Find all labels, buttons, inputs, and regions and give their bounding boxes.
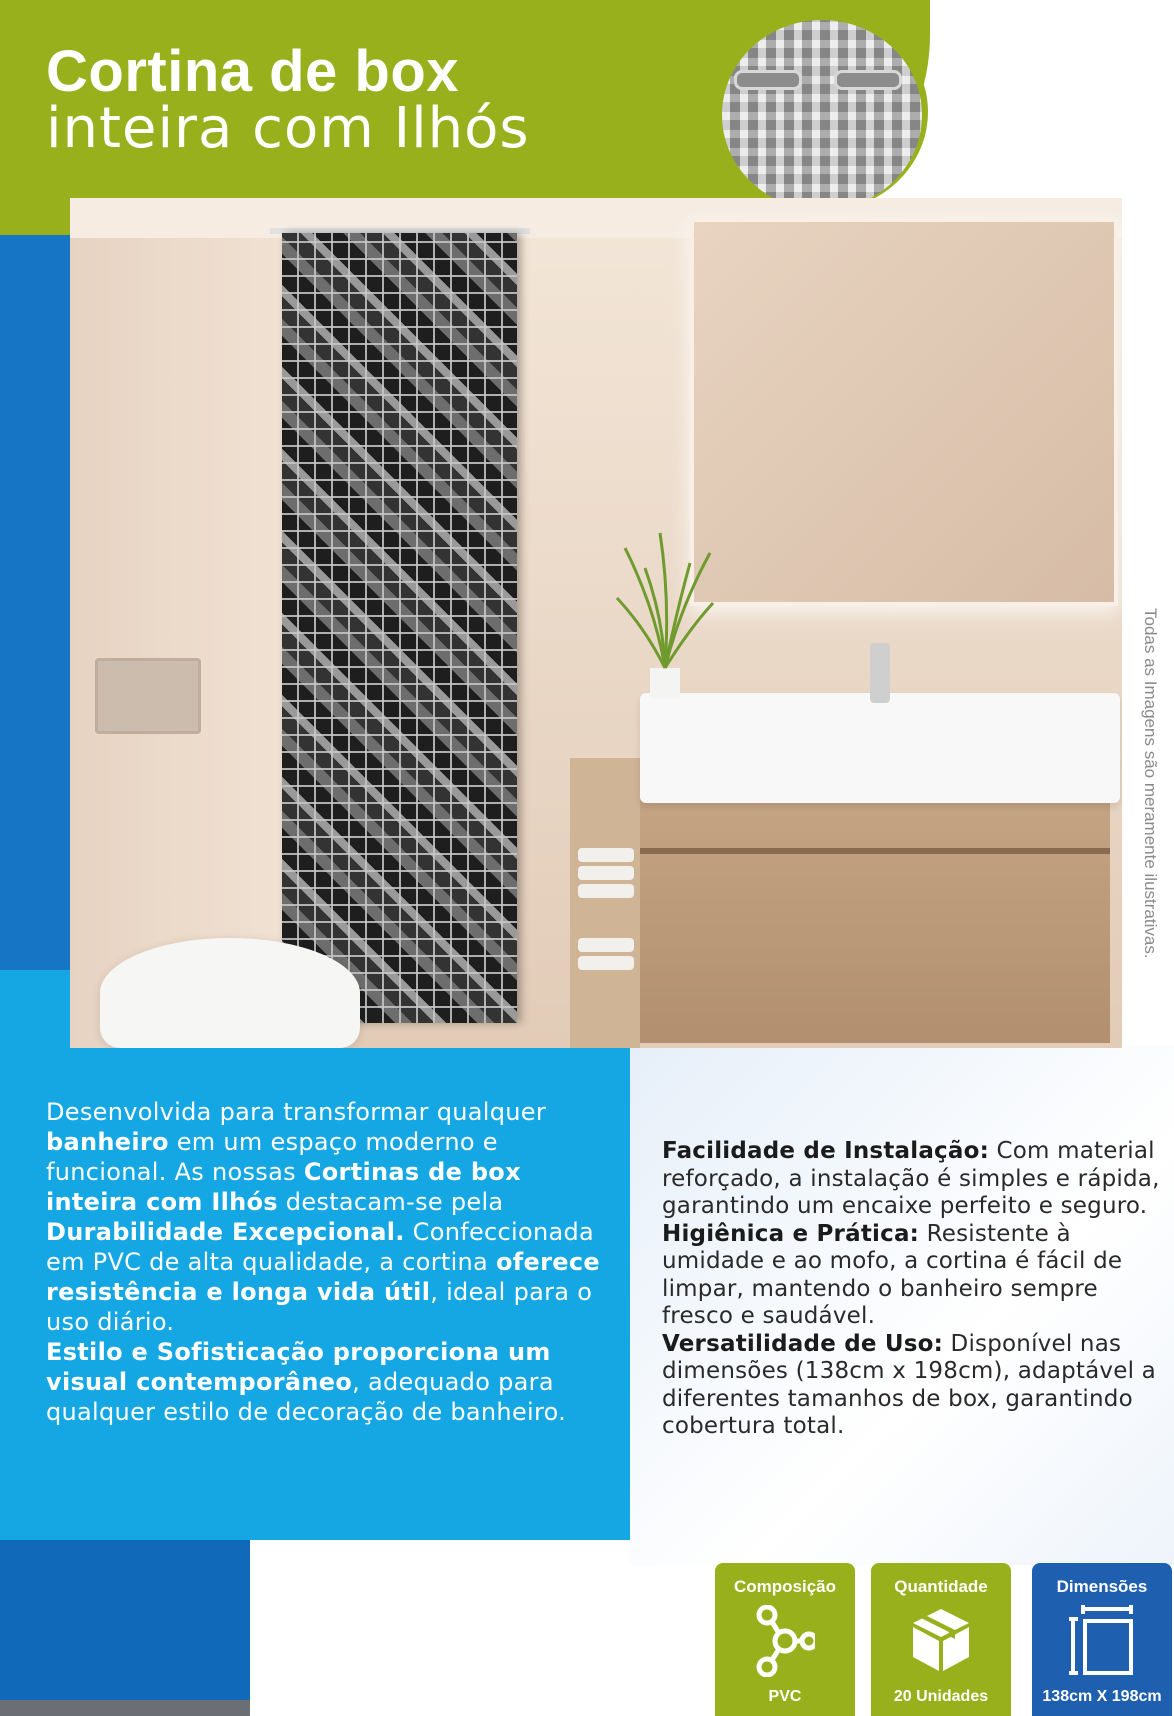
title-bold: Cortina de box: [46, 39, 460, 104]
photo-towel: [578, 884, 634, 898]
spec-value: 20 Unidades: [893, 1688, 989, 1705]
spec-value: 138cm X 198cm: [1042, 1688, 1162, 1705]
spec-title: Dimensões: [1056, 1577, 1148, 1596]
feature-title: Versatilidade de Uso:: [662, 1330, 944, 1357]
box-icon: [909, 1605, 973, 1675]
spec-value: PVC: [768, 1688, 802, 1705]
intro-text-segment: em um espaço moderno e funcional. As nossas: [46, 1128, 498, 1186]
feature-title: Facilidade de Instalação:: [662, 1138, 989, 1164]
photo-drawer-line: [640, 848, 1110, 854]
bottom-blue-block: [0, 1540, 250, 1716]
intro-text-segment: Desenvolvida para transformar qualquer: [46, 1098, 547, 1126]
photo-towel: [578, 956, 634, 970]
curtain-detail-thumbnail: [722, 20, 922, 210]
intro-text-bold: banheiro: [46, 1128, 169, 1156]
feature-item: [662, 1331, 1162, 1441]
spec-title: Composição: [733, 1577, 837, 1596]
photo-towel: [578, 848, 634, 862]
spec-card-composicao: [715, 1563, 855, 1716]
feature-item: [662, 1138, 1162, 1221]
bottom-grey-strip: [0, 1700, 250, 1716]
photo-wall-left: [70, 198, 305, 1048]
intro-text-bold: oferece resistência e longa vida útil: [46, 1248, 600, 1306]
feature-text: Com material reforçado, a instalação é simples e rápida, garantindo um encaixe perfeito e seguro.: [662, 1138, 1160, 1219]
bathroom-photo: [70, 198, 1122, 1048]
photo-plant: [615, 528, 715, 698]
spec-card-dimensoes: [1032, 1563, 1172, 1716]
feature-item: [662, 1221, 1162, 1331]
photo-mirror: [690, 218, 1118, 606]
photo-towel: [578, 938, 634, 952]
molecule-icon: [755, 1605, 815, 1677]
photo-towel: [578, 866, 634, 880]
feature-text: Disponível nas dimensões (138cm x 198cm), adaptável a diferentes tamanhos de box, garantindo cobertura total.: [662, 1330, 1156, 1439]
intro-text-bold: Estilo e Sofisticação proporciona um visual contemporâneo: [46, 1338, 551, 1396]
intro-text-bold: Durabilidade Excepcional.: [46, 1218, 405, 1246]
grommet: [834, 70, 902, 90]
photo-shelf: [570, 758, 640, 1048]
photo-toilet: [100, 938, 360, 1048]
illustrative-note: Todas as Imagens são meramente ilustrativas.: [1141, 608, 1160, 959]
feature-title: Higiênica e Prática:: [662, 1220, 920, 1247]
title-regular: inteira com Ilhós: [46, 96, 530, 161]
intro-text-segment: , adequado para qualquer estilo de decoração de banheiro.: [46, 1368, 567, 1426]
photo-flush-plate: [95, 658, 201, 734]
dimensions-icon: [1069, 1605, 1135, 1677]
intro-text-segment: destacam-se pela: [277, 1188, 504, 1216]
photo-faucet: [870, 643, 890, 703]
feature-text: Resistente à umidade e ao mofo, a cortina é fácil de limpar, mantendo o banheiro sempre fresco e saudável.: [662, 1220, 1123, 1329]
intro-text-bold: Cortinas de box inteira com Ilhós: [46, 1158, 521, 1216]
grommet: [734, 70, 802, 90]
intro-text-segment: Confeccionada em PVC de alta qualidade, a cortina: [46, 1218, 595, 1276]
photo-sink-counter: [640, 693, 1120, 803]
spec-title: Quantidade: [894, 1577, 988, 1596]
intro-text-segment: , ideal para o uso diário.: [46, 1278, 593, 1336]
photo-shower-curtain: [282, 233, 517, 1023]
intro-text: [46, 1097, 606, 1427]
spec-card-quantidade: [871, 1563, 1011, 1716]
feature-list: [662, 1138, 1162, 1441]
